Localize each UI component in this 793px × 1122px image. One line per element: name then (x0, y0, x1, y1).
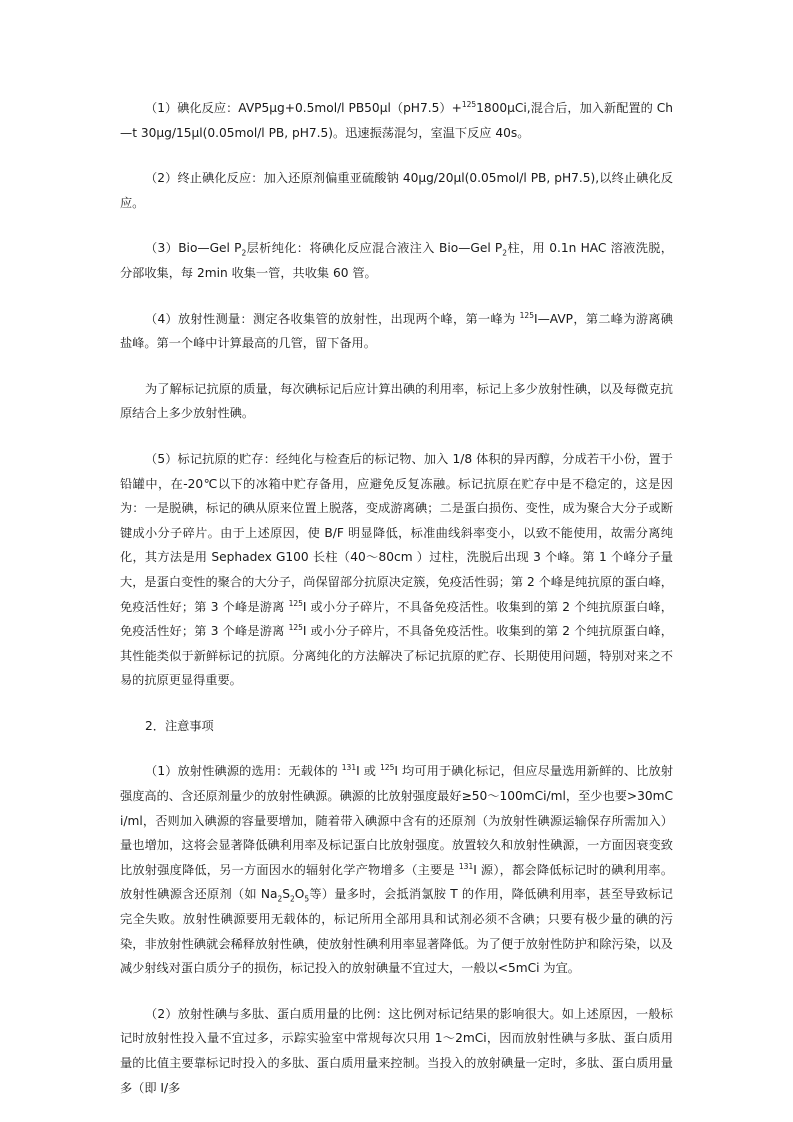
superscript: 125 (519, 310, 534, 320)
section-heading-precautions (120, 714, 673, 739)
text-run: I 或 (356, 764, 381, 779)
text-run: （1）碘化反应：AVP5μg+0.5mol/l PB50μl（pH7.5）+ (145, 101, 462, 115)
text-run: 1800μCi,混合后，加入新配置的 Ch—t 30μg/15μl(0.05mol/l PB, pH7.5)。迅速振荡混匀，室温下反应 40s。 (120, 101, 673, 140)
paragraph-label-storage (120, 447, 673, 693)
text-run: （1）放射性碘源的选用：无载体的 (145, 764, 342, 779)
superscript: 125 (288, 623, 303, 633)
superscript: 131 (341, 763, 357, 773)
text-run: S (282, 887, 291, 902)
text-run: I—AVP，第二峰为游离碘盐峰。第一个峰中计算最高的几管，留下备用。 (120, 311, 673, 351)
text-run: O (294, 887, 305, 902)
text-run: （4）放射性测量：测定各收集管的放射性，出现两个峰，第一峰为 (145, 311, 520, 326)
superscript: 125 (380, 763, 395, 773)
text-run: I 或小分子碎片，不具备免疫活性。收集到的第 2 个纯抗原蛋白峰，其性能类似于新鲜标记的抗原。分离纯化的方法解决了标记抗原的贮存、长期使用问题，特别对来之不易的抗原更显得重要。 (120, 624, 673, 688)
text-run: I 均可用于碘化标记，但应尽量选用新鲜的、比放射强度高的、含还原剂量少的放射性碘源。碘源的比放射强度最好≥50～100mCi/ml，至少也要>30mCi/ml，否则加入碘源的容量要增加，随着带入碘源中含有的还原剂（为放射性碘源运输保存所需加入）量也增加，这将会显著降低碘利用率及标记蛋白比放射强度。放置较久和放射性碘源，一方面因衰变致比放射强度降低，另一方面因水的辐射化学产物增多（主要是 (120, 764, 674, 877)
paragraph-chromatography (120, 236, 673, 285)
superscript: 125 (461, 99, 477, 109)
text-run: 柱，用 0.1n HAC 溶液洗脱，分部收集，每 2min 收集一管，共收集 60 管。 (120, 241, 673, 280)
superscript: 131 (458, 861, 474, 871)
text-run: （3）Bio—Gel P (145, 241, 242, 256)
paragraph-stop-reaction (120, 166, 673, 215)
text-run: 层析纯化：将碘化反应混合液注入 Bio—Gel P (246, 241, 503, 256)
subscript: 2 (290, 894, 295, 904)
text-run: 2．注意事项 (145, 718, 214, 733)
text-run: （5）标记抗原的贮存：经纯化与检查后的标记物、加入 1/8 体积的异丙醇，分成若干小份，置于铅罐中，在-20℃以下的冰箱中贮存备用，应避免反复冻融。标记抗原在贮存中是不稳定的，这是因为：一是脱碘，标记的碘从原来位置上脱落，变成游离碘；二是蛋白损伤、变性，成为聚合大分子或断键成小分子碎片。由于上述原因，使 B/F 明显降低，标准曲线斜率变小，以致不能使用，故需分离纯化，其方法是用 Sephadex G100 长柱（40～80cm ）过柱，洗脱后出现 3 个峰。第 1 个峰分子量大，是蛋白变性的聚合的大分子，尚保留部分抗原决定簇，免疫活性弱；第 2 个峰是纯抗原的蛋白峰，免疫活性好；第 3 个峰是游离 (120, 451, 673, 614)
superscript: 125 (288, 598, 303, 608)
paragraph-iodine-source (120, 759, 673, 980)
subscript: 2 (277, 894, 283, 904)
document-page (120, 96, 673, 1121)
subscript: 2 (241, 248, 247, 258)
text-run: I 源），都会降低标记时的碘利用率。放射性碘源含还原剂（如 Na (120, 862, 674, 902)
paragraph-radioactivity-measurement (120, 307, 673, 356)
subscript: 2 (502, 248, 508, 258)
subscript: 5 (304, 894, 310, 904)
text-run: 等）量多时，会抵消氯胺 T 的作用，降低碘利用率，甚至导致标记完全失败。放射性碘源要用无载体的，标记所用全部用具和试剂必须不含碘；只要有极少量的碘的污染，非放射性碘就会稀释放射性碘，使放射性碘利用率显著降低。为了便于放射性防护和除污染，以及减少射线对蛋白质分子的损伤，标记投入的放射碘量不宜过大，一般以<5mCi 为宜。 (120, 887, 673, 976)
paragraph-label-quality (120, 377, 673, 426)
text-run: （2）终止碘化反应：加入还原剂偏重亚硫酸钠 40μg/20μl(0.05mol/l PB, pH7.5),以终止碘化反应。 (120, 171, 673, 210)
text-run: I 或小分子碎片，不具备免疫活性。收集到的第 2 个纯抗原蛋白峰，免疫活性好；第 3 个峰是游离 (120, 599, 673, 639)
paragraph-iodine-protein-ratio (120, 1002, 673, 1100)
text-run: （2）放射性碘与多肽、蛋白质用量的比例：这比例对标记结果的影响很大。如上述原因，一般标记时放射性投入量不宜过多，示踪实验室中常规每次只用 1～2mCi，因而放射性碘与多肽、蛋白质用量的比值主要靠标记时投入的多肽、蛋白质用量来控制。当投入的放射碘量一定时，多肽、蛋白质用量多（即 I/多 (120, 1006, 673, 1095)
text-run: 为了解标记抗原的质量，每次碘标记后应计算出碘的利用率，标记上多少放射性碘，以及每微克抗原结合上多少放射性碘。 (120, 381, 673, 421)
paragraph-iodination-reaction (120, 96, 673, 145)
